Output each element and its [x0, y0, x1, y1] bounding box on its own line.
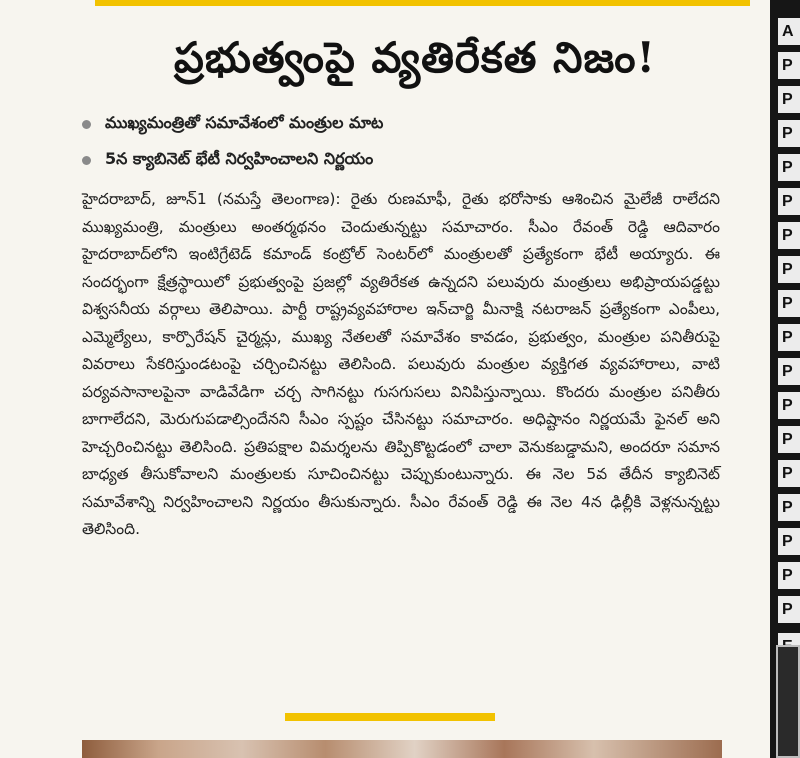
bullet-icon — [82, 120, 91, 129]
subheadline-list — [82, 106, 742, 178]
side-column-tile: P — [778, 562, 800, 589]
adjacent-column — [770, 0, 800, 758]
side-column-tile: P — [778, 392, 800, 419]
side-column-tile: P — [778, 324, 800, 351]
subheadline-item — [82, 106, 742, 142]
bullet-icon — [82, 156, 91, 165]
side-column-tile: P — [778, 358, 800, 385]
article-headline: ప్రభుత్వంపై వ్యతిరేకత నిజం! — [174, 33, 656, 82]
side-column-tile: P — [778, 290, 800, 317]
side-column-tile: P — [778, 256, 800, 283]
side-column-tile: P — [778, 494, 800, 521]
side-column-tile: P — [778, 188, 800, 215]
bottom-accent-bar — [285, 713, 495, 721]
side-column-tile: P — [778, 52, 800, 79]
side-column-tile: P — [778, 86, 800, 113]
article-body: హైదరాబాద్, జూన్1 (నమస్తే తెలంగాణ): రైతు రుణమాఫీ, రైతు భరోసాకు ఆశించిన మైలేజీ రాలేదని ముఖ్యమంత్రి, మంత్రులు అంతర్మథనం చెందుతున్నట్టు సమాచారం. సీఎం రేవంత్ రెడ్డి ఆదివారం హైదరాబాద్‌లోని ఇంటిగ్రేటెడ్ కమాండ్ కంట్రోల్ సెంటర్‌లో మంత్రులతో ప్రత్యేకంగా భేటీ అయ్యారు. ఈ సందర్భంగా క్షేత్రస్థాయిలో ప్రభుత్వంపై ప్రజల్లో వ్యతిరేకత ఉన్నదని పలువురు మంత్రులు అభిప్రాయపడ్డట్టు విశ్వసనీయ వర్గాలు తెలిపాయి. పార్టీ రాష్ట్రవ్యవహారాల ఇన్‌చార్జి మీనాక్షి నటరాజన్ ప్రత్యేకంగా ఎంపీలు, ఎమ్మెల్యేలు, కార్పొరేషన్ చైర్మన్లు, ముఖ్య నేతలతో సమావేశం కావడం, ప్రభుత్వం, మంత్రుల పనితీరుపై వివరాలు సేకరిస్తుండటంపై చర్చించినట్టు తెలిసింది. పలువురు మంత్రుల వ్యక్తిగత వ్యవహారాలు, వాటి పర్యవసానాలపైనా వాడివేడిగా చర్చ సాగినట్టు గుసగుసలు వినిపిస్తున్నాయి. కొందరు మంత్రుల పనితీరు బాగాలేదని, మెరుగుపడాల్సిందేనని సీఎం స్పష్టం చేసినట్టు సమాచారం. అధిష్టానం నిర్ణయమే ఫైనల్ అని హెచ్చరించినట్టు తెలిసింది. ప్రతిపక్షాల విమర్శలను తిప్పికొట్టడంలో చాలా వెనుకబడ్డామని, అందరూ సమాన బాధ్యత తీసుకోవాలని మంత్రులకు సూచించినట్టు చెప్పుకుంటున్నారు. ఈ నెల 5వ తేదీన క్యాబినెట్ సమావేశాన్ని నిర్వహించాలని నిర్ణయం తీసుకున్నారు. సీఎం రేవంత్ రెడ్డి ఈ నెల 4న ఢిల్లీకి వెళ్లనున్నట్టు తెలిసింది. — [82, 190, 720, 538]
subheadline-item — [82, 142, 742, 178]
top-accent-bar — [95, 0, 750, 6]
side-column-tile: P — [778, 222, 800, 249]
side-column-tile: A — [778, 18, 800, 45]
side-column-tile: P — [778, 528, 800, 555]
side-column-tile: P — [778, 154, 800, 181]
side-column-tile: P — [778, 460, 800, 487]
photo-strip — [82, 740, 722, 758]
side-column-tile: P — [778, 426, 800, 453]
subheadline-text: 5న క్యాబినెట్ భేటీ నిర్వహించాలని నిర్ణయం — [105, 148, 374, 168]
side-column-tile: P — [778, 596, 800, 623]
side-column-tile: P — [778, 120, 800, 147]
side-column-block — [776, 645, 800, 758]
subheadline-text: ముఖ్యమంత్రితో సమావేశంలో మంత్రుల మాట — [105, 112, 384, 132]
